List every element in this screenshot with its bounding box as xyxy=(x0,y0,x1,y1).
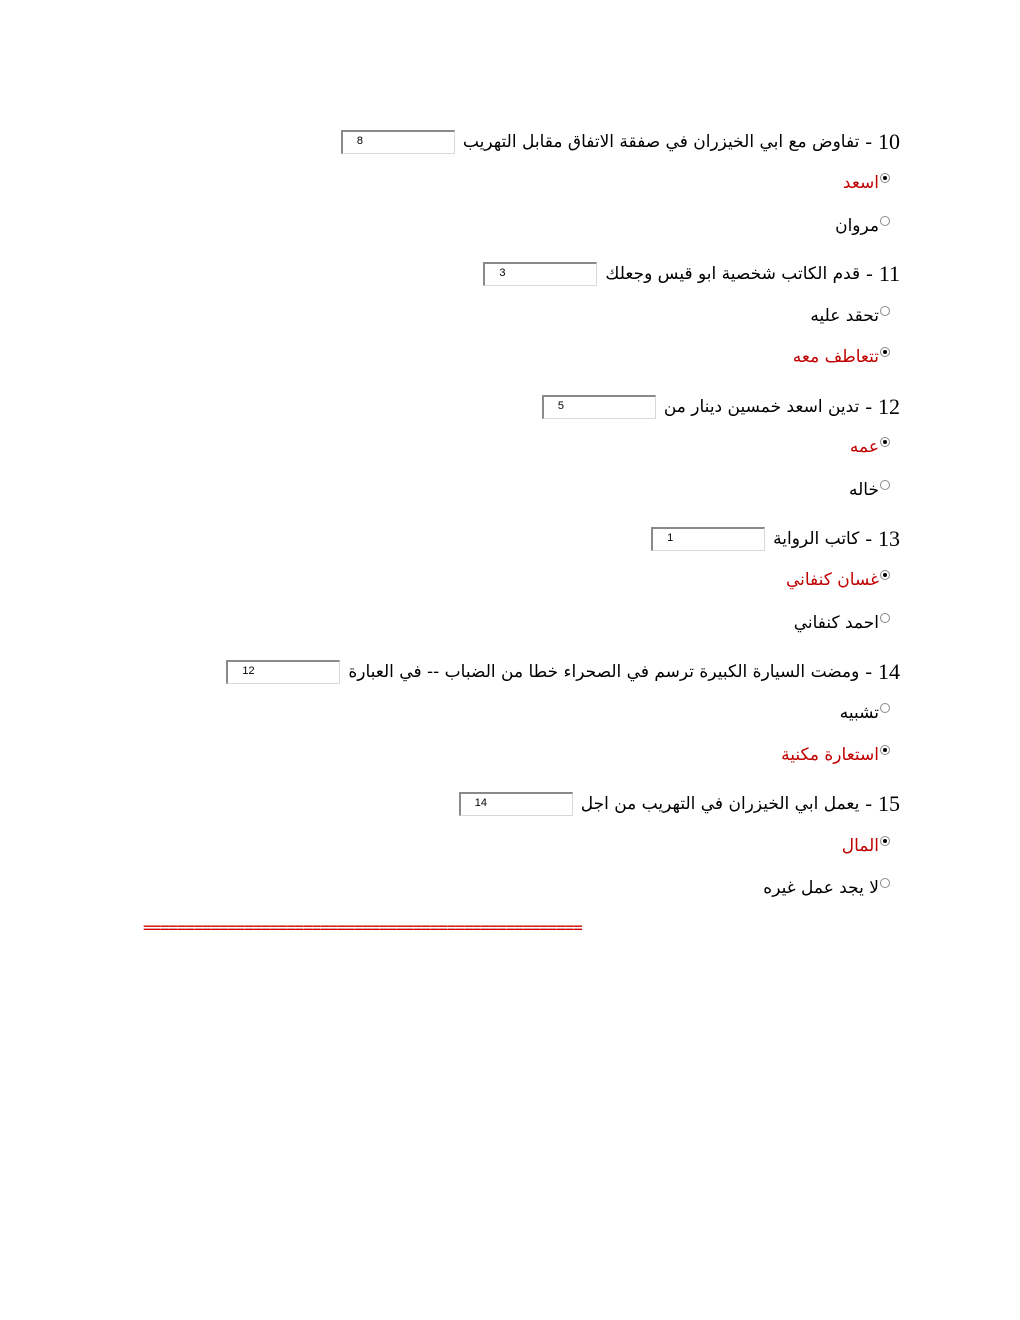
question-dash: - xyxy=(865,527,872,550)
option-13-1[interactable] xyxy=(786,567,890,593)
question-text: تفاوض مع ابي الخيزران في صفقة الاتفاق مقابل التهريب xyxy=(462,132,860,152)
option-10-2[interactable] xyxy=(835,213,890,239)
question-dash: - xyxy=(865,130,872,153)
option-10-1[interactable] xyxy=(843,170,890,196)
question-dash: - xyxy=(866,262,873,285)
score-field[interactable]: 5 xyxy=(542,395,656,419)
question-number: 12 xyxy=(878,394,900,419)
question-13 xyxy=(651,524,900,554)
question-text: تدين اسعد خمسين دينار من xyxy=(663,397,860,417)
question-dash: - xyxy=(865,395,872,418)
option-14-1[interactable] xyxy=(840,700,890,726)
radio-selected-icon[interactable] xyxy=(880,173,890,183)
radio-selected-icon[interactable] xyxy=(880,570,890,580)
radio-icon[interactable] xyxy=(880,613,890,623)
radio-selected-icon[interactable] xyxy=(880,347,890,357)
radio-selected-icon[interactable] xyxy=(880,745,890,755)
option-13-2[interactable] xyxy=(794,610,890,636)
score-field[interactable]: 8 xyxy=(341,130,455,154)
question-text: كاتب الرواية xyxy=(773,529,860,549)
option-label: اسعد xyxy=(842,173,879,193)
question-10 xyxy=(341,127,900,157)
option-label: عمه xyxy=(849,437,879,457)
option-label: تحقد عليه xyxy=(810,306,879,326)
option-11-1[interactable] xyxy=(810,303,890,329)
option-label: المال xyxy=(841,836,879,856)
option-label: مروان xyxy=(835,216,879,236)
question-14 xyxy=(226,657,900,687)
option-label: استعارة مكنية xyxy=(781,745,879,765)
question-11 xyxy=(483,259,900,289)
option-12-1[interactable] xyxy=(850,434,890,460)
option-label: احمد كنفاني xyxy=(793,613,879,633)
option-15-1[interactable] xyxy=(842,833,890,859)
option-label: غسان كنفاني xyxy=(785,570,879,590)
question-15 xyxy=(459,789,900,819)
score-field[interactable]: 14 xyxy=(459,792,573,816)
radio-icon[interactable] xyxy=(880,216,890,226)
question-number: 10 xyxy=(878,129,900,154)
radio-icon[interactable] xyxy=(880,878,890,888)
option-15-2[interactable] xyxy=(763,875,890,901)
radio-icon[interactable] xyxy=(880,480,890,490)
score-field[interactable]: 3 xyxy=(483,262,597,286)
option-12-2[interactable] xyxy=(849,477,890,503)
question-text: يعمل ابي الخيزران في التهريب من اجل xyxy=(580,794,860,814)
radio-icon[interactable] xyxy=(880,306,890,316)
option-label: تتعاطف معه xyxy=(792,347,879,367)
score-field[interactable]: 12 xyxy=(226,660,340,684)
radio-selected-icon[interactable] xyxy=(880,836,890,846)
option-label: لا يجد عمل غيره xyxy=(763,878,879,898)
question-dash: - xyxy=(865,792,872,815)
question-number: 13 xyxy=(878,526,900,551)
option-label: خاله xyxy=(849,480,879,500)
radio-icon[interactable] xyxy=(880,703,890,713)
option-label: تشبيه xyxy=(839,703,879,723)
question-text: قدم الكاتب شخصية ابو قيس وجعلك xyxy=(605,264,861,284)
question-number: 15 xyxy=(878,791,900,816)
separator-line: ==================================================== xyxy=(143,918,582,937)
option-14-2[interactable] xyxy=(781,742,890,768)
score-field[interactable]: 1 xyxy=(651,527,765,551)
question-dash: - xyxy=(865,660,872,683)
question-text: ومضت السيارة الكبيرة ترسم في الصحراء خطا من الضباب -- في العبارة xyxy=(348,662,860,682)
radio-selected-icon[interactable] xyxy=(880,437,890,447)
option-11-2[interactable] xyxy=(793,344,890,370)
question-12 xyxy=(542,392,900,422)
question-number: 14 xyxy=(878,659,900,684)
question-number: 11 xyxy=(878,261,900,286)
